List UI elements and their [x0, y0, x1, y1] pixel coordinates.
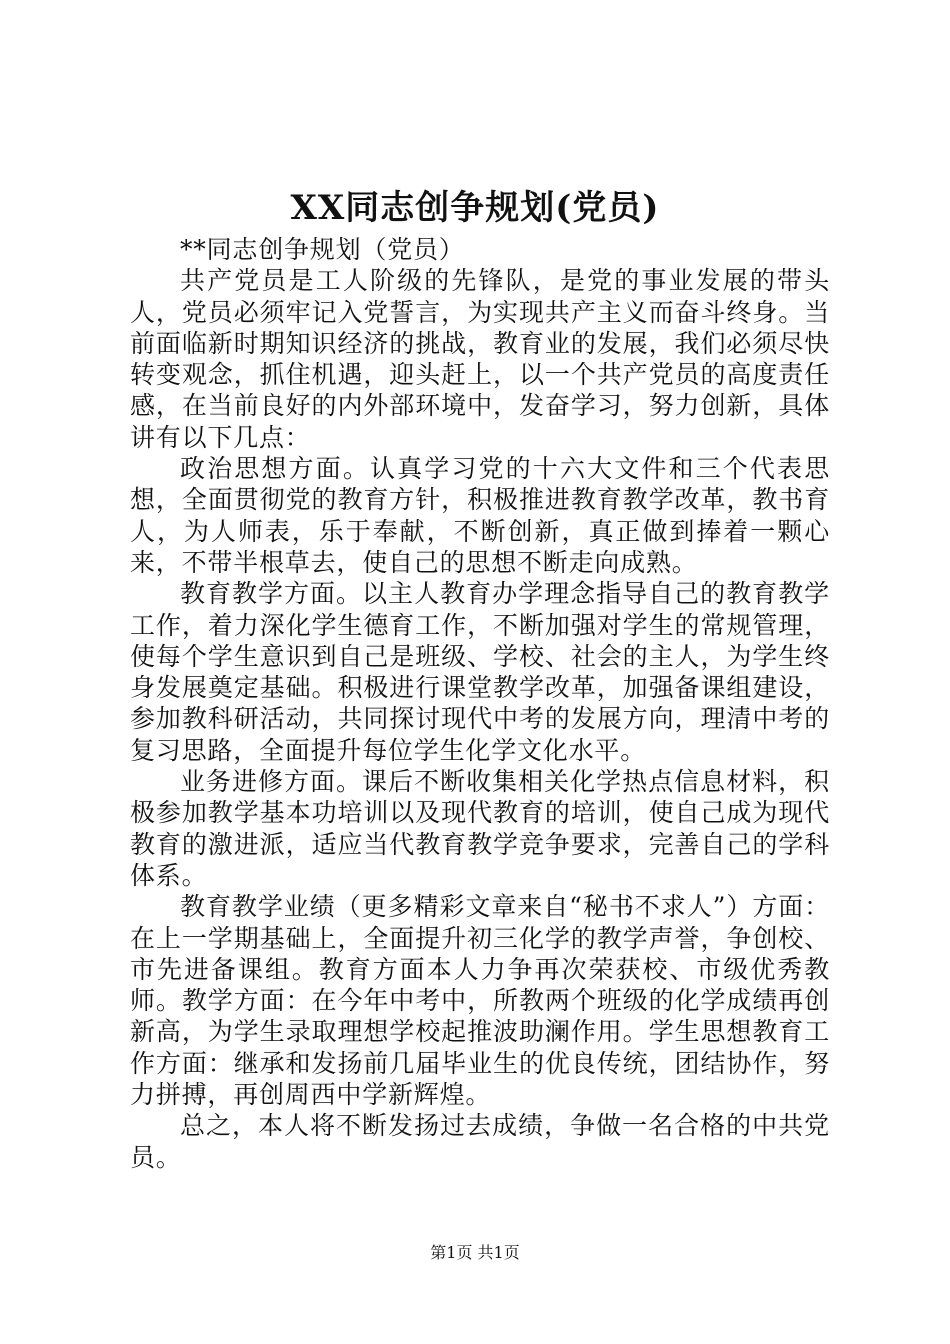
page-footer: 第1页 共1页	[430, 1243, 520, 1262]
paragraph-intro: 共产党员是工人阶级的先锋队，是党的事业发展的带头人，党员必须牢记入党誓言，为实现共产主义而奋斗终身。当前面临新时期知识经济的挑战，教育业的发展，我们必须尽快转变观念，抓住机遇，迎头赶上，以一个共产党员的高度责任感，在当前良好的内外部环境中，发奋学习，努力创新，具体讲有以下几点：	[130, 266, 830, 452]
paragraph-achievements: 教育教学业绩（更多精彩文章来自“秘书不求人”）方面：在上一学期基础上，全面提升初三化学的教学声誉，争创校、市先进备课组。教育方面本人力争再次荣获校、市级优秀教师。教学方面：在今年中考中，所教两个班级的化学成绩再创新高，为学生录取理想学校起推波助澜作用。学生思想教育工作方面：继承和发扬前几届毕业生的优良传统，团结协作，努力拼搏，再创周西中学新辉煌。	[130, 892, 830, 1110]
paragraph-subtitle: **同志创争规划（党员）	[180, 235, 465, 264]
document-title: XX同志创争规划(党员)	[290, 188, 660, 228]
document-body	[130, 234, 830, 1173]
paragraph-teaching: 教育教学方面。以主人教育办学理念指导自己的教育教学工作，着力深化学生德育工作，不断加强对学生的常规管理，使每个学生意识到自己是班级、学校、社会的主人，为学生终身发展奠定基础。积极进行课堂教学改革，加强备课组建设，参加教科研活动，共同探讨现代中考的发展方向，理清中考的复习思路，全面提升每位学生化学文化水平。	[130, 579, 830, 765]
paragraph-study: 业务进修方面。课后不断收集相关化学热点信息材料，积极参加教学基本功培训以及现代教育的培训，使自己成为现代教育的激进派，适应当代教育教学竞争要求，完善自己的学科体系。	[130, 767, 830, 890]
paragraph-conclusion: 总之，本人将不断发扬过去成绩，争做一名合格的中共党员。	[130, 1111, 830, 1172]
paragraph-political: 政治思想方面。认真学习党的十六大文件和三个代表思想，全面贯彻党的教育方针，积极推进教育教学改革，教书育人，为人师表，乐于奉献，不断创新，真正做到捧着一颗心来，不带半根草去，使自己的思想不断走向成熟。	[130, 454, 830, 577]
